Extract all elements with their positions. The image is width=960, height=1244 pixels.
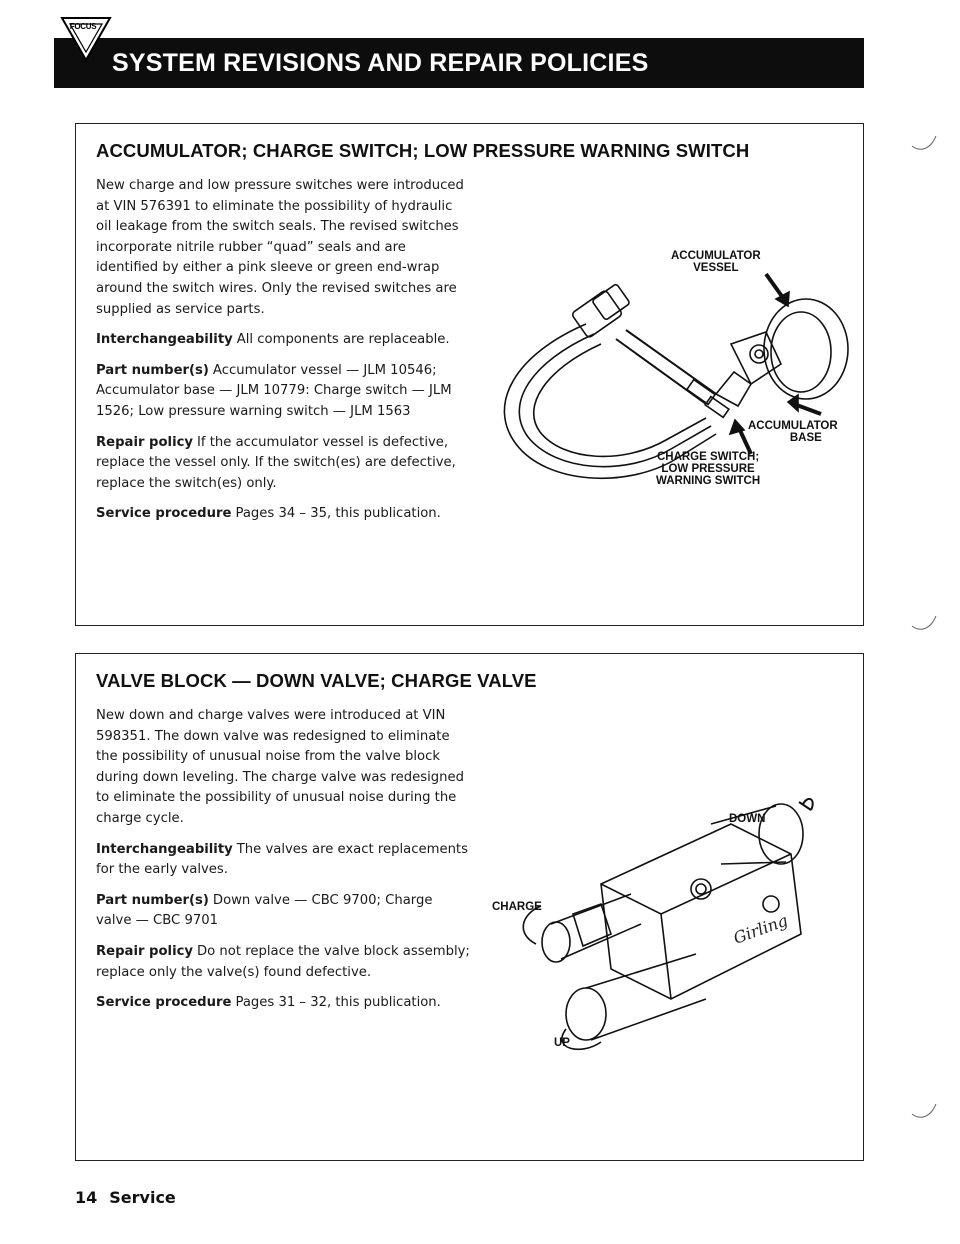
part-numbers-label: Part number(s) — [96, 892, 209, 908]
repair-policy-paragraph — [96, 433, 471, 495]
focus-logo — [60, 16, 118, 62]
label-down: DOWN — [729, 813, 766, 825]
label-switch-line-2: LOW PRESSURE — [661, 463, 755, 475]
label-switch-line-1: CHARGE SWITCH; — [656, 451, 760, 463]
page-header-title: SYSTEM REVISIONS AND REPAIR POLICIES — [112, 49, 649, 77]
page-footer — [75, 1188, 176, 1207]
service-procedure-label: Service procedure — [96, 506, 232, 522]
section-body — [96, 706, 471, 1024]
section-title: ACCUMULATOR; CHARGE SWITCH; LOW PRESSURE WARNING SWITCH — [96, 140, 750, 161]
label-accumulator-vessel — [671, 250, 761, 274]
label-switch-line-3: WARNING SWITCH — [656, 475, 761, 487]
label-base-line-2: BASE — [789, 432, 822, 444]
interchangeability-text: All components are replaceable. — [236, 332, 450, 348]
repair-policy-paragraph — [96, 942, 471, 983]
label-accumulator-base — [748, 420, 838, 444]
part-numbers-paragraph — [96, 891, 471, 932]
label-up: UP — [554, 1037, 570, 1049]
binder-mark — [910, 612, 940, 634]
header-bar — [54, 22, 864, 88]
intro-paragraph: New charge and low pressure switches were introduced at VIN 576391 to eliminate the possibility of hydraulic oil leakage from the switch seals. The revised switches incorporate nitrile rubber “quad” seals and are identified by either a pink sleeve or green end-wrap around the switch wires. Only the revised switches are supplied as service parts. — [96, 178, 464, 317]
interchangeability-text: The valves are exact replacements for the early valves. — [96, 841, 468, 878]
valve-block-illustration — [481, 794, 821, 1064]
page-number: 14 — [75, 1188, 98, 1207]
section-body — [96, 176, 471, 535]
interchangeability-paragraph — [96, 330, 471, 351]
intro-paragraph: New down and charge valves were introduced at VIN 598351. The down valve was redesigned to eliminate the possibility of unusual noise from the valve block during down leveling. The charge valve was redesigned to eliminate the possibility of unusual noise during the charge cycle. — [96, 708, 464, 826]
service-procedure-paragraph — [96, 504, 471, 525]
repair-policy-text: If the accumulator vessel is defective, replace the vessel only. If the switch(es) are defective, replace the switch(es) only. — [96, 434, 456, 491]
logo-text: FOCUS — [69, 22, 97, 31]
interchangeability-paragraph — [96, 840, 471, 881]
label-vessel-line-2: VESSEL — [693, 262, 739, 274]
part-numbers-text: Accumulator vessel — JLM 10546; Accumulator base — JLM 10779: Charge switch — JLM 1526; Low pressure warning switch — JLM 1563 — [96, 362, 452, 419]
interchangeability-label: Interchangeability — [96, 332, 233, 348]
service-procedure-text: Pages 31 – 32, this publication. — [235, 995, 441, 1011]
service-procedure-paragraph — [96, 993, 471, 1014]
section-title: VALVE BLOCK — DOWN VALVE; CHARGE VALVE — [96, 670, 537, 691]
repair-policy-text: Do not replace the valve block assembly; replace only the valve(s) found defective. — [96, 943, 470, 980]
label-vessel-line-1: ACCUMULATOR — [671, 250, 761, 262]
label-charge-switch — [656, 451, 760, 487]
label-base-line-1: ACCUMULATOR — [748, 420, 838, 432]
binder-mark — [910, 1100, 940, 1122]
part-numbers-paragraph — [96, 361, 471, 423]
service-procedure-label: Service procedure — [96, 995, 232, 1011]
footer-section: Service — [109, 1188, 176, 1207]
valve-block-drawing — [481, 794, 821, 1064]
part-numbers-text: Down valve — CBC 9700; Charge valve — CBC 9701 — [96, 892, 433, 929]
interchangeability-label: Interchangeability — [96, 841, 233, 857]
girling-brand-text: Girling — [730, 910, 791, 948]
accumulator-panel — [75, 123, 864, 626]
label-charge: CHARGE — [492, 901, 542, 913]
service-procedure-text: Pages 34 – 35, this publication. — [235, 506, 441, 522]
valve-block-panel — [75, 653, 864, 1161]
repair-policy-label: Repair policy — [96, 434, 194, 450]
binder-mark — [910, 132, 940, 154]
repair-policy-label: Repair policy — [96, 943, 194, 959]
part-numbers-label: Part number(s) — [96, 362, 209, 378]
